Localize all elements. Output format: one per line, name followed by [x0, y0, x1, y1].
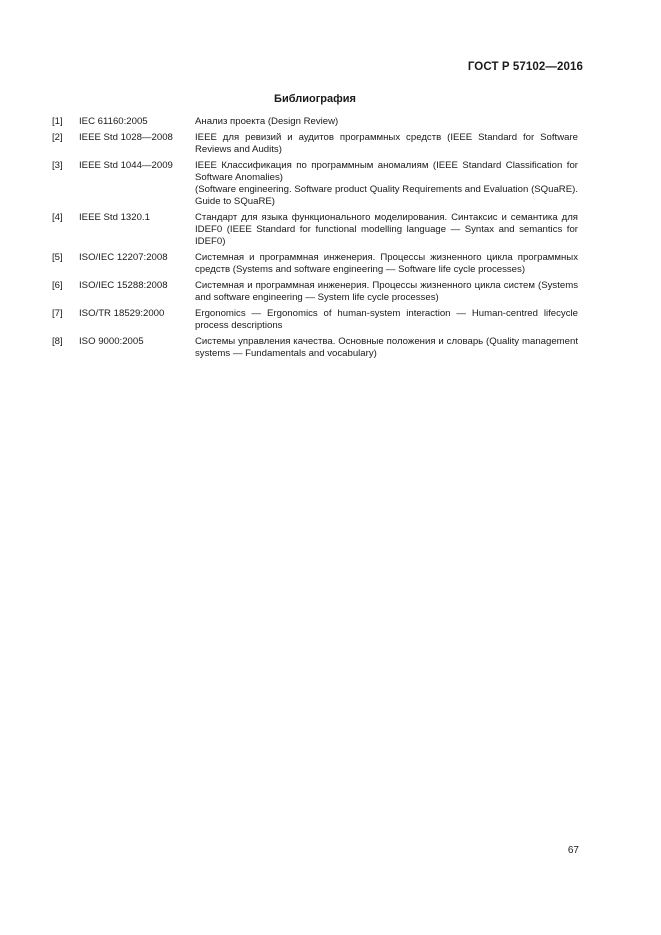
entry-standard: IEEE Std 1320.1 [79, 212, 150, 223]
entry-title-block [195, 132, 578, 156]
entry-number: [4] [52, 212, 63, 223]
document-id: ГОСТ Р 57102—2016 [467, 61, 583, 73]
bibliography-entry [52, 132, 578, 156]
entry-title-block [195, 280, 578, 304]
entry-title-block [195, 116, 578, 128]
entry-number: [6] [52, 280, 63, 291]
entry-standard: IEEE Std 1028—2008 [79, 132, 173, 143]
entry-extra: (Software engineering. Software product Quality Requirements and Evaluation (SQuaRE). Guide to SQuaRE) [195, 184, 578, 207]
page-number: 67 [567, 845, 579, 856]
entry-title: IEEE для ревизий и аудитов программных средств (IEEE Standard for Software Reviews and Audits) [195, 132, 578, 155]
entry-number: [1] [52, 116, 63, 127]
entry-title: Анализ проекта (Design Review) [195, 116, 339, 127]
entry-standard: IEEE Std 1044—2009 [79, 160, 173, 171]
entry-standard: ISO/TR 18529:2000 [79, 308, 165, 319]
entry-title: Системы управления качества. Основные положения и словарь (Quality management systems — Fundamentals and vocabulary) [195, 336, 578, 359]
entry-number: [8] [52, 336, 63, 347]
entry-standard: IEC 61160:2005 [79, 116, 148, 127]
entry-number: [3] [52, 160, 63, 171]
bibliography-entry [52, 280, 578, 304]
entry-title: IEEE Классификация по программным аномалиям (IEEE Standard Classification for Software Anomalies) [195, 160, 578, 183]
entry-title-block [195, 160, 578, 208]
bibliography-entry [52, 308, 578, 332]
entry-title: Ergonomics — Ergonomics of human-system interaction — Human-centred lifecycle process descriptions [195, 308, 578, 331]
entry-standard: ISO 9000:2005 [79, 336, 144, 347]
entry-number: [7] [52, 308, 63, 319]
entry-number: [5] [52, 252, 63, 263]
entry-title-block [195, 252, 578, 276]
entry-title-block [195, 336, 578, 360]
entry-standard: ISO/IEC 15288:2008 [79, 280, 168, 291]
bibliography-entry [52, 336, 578, 360]
entry-title: Системная и программная инженерия. Процессы жизненного цикла систем (Systems and software engineering — System life cycle processes) [195, 280, 578, 303]
entry-title: Стандарт для языка функционального моделирования. Синтаксис и семантика для IDEF0 (IEEE Standard for functional modelling language — Syntax and semantics for IDEF0) [195, 212, 578, 247]
bibliography-list [52, 116, 578, 364]
entry-title: Системная и программная инженерия. Процессы жизненного цикла программных средств (Systems and software engineering — Software life cycle processes) [195, 252, 578, 275]
entry-number: [2] [52, 132, 63, 143]
bibliography-entry [52, 116, 578, 128]
entry-title-block [195, 212, 578, 248]
entry-standard: ISO/IEC 12207:2008 [79, 252, 168, 263]
section-title: Библиография [274, 93, 356, 105]
bibliography-entry [52, 212, 578, 248]
entry-title-block [195, 308, 578, 332]
bibliography-entry [52, 252, 578, 276]
bibliography-entry [52, 160, 578, 208]
